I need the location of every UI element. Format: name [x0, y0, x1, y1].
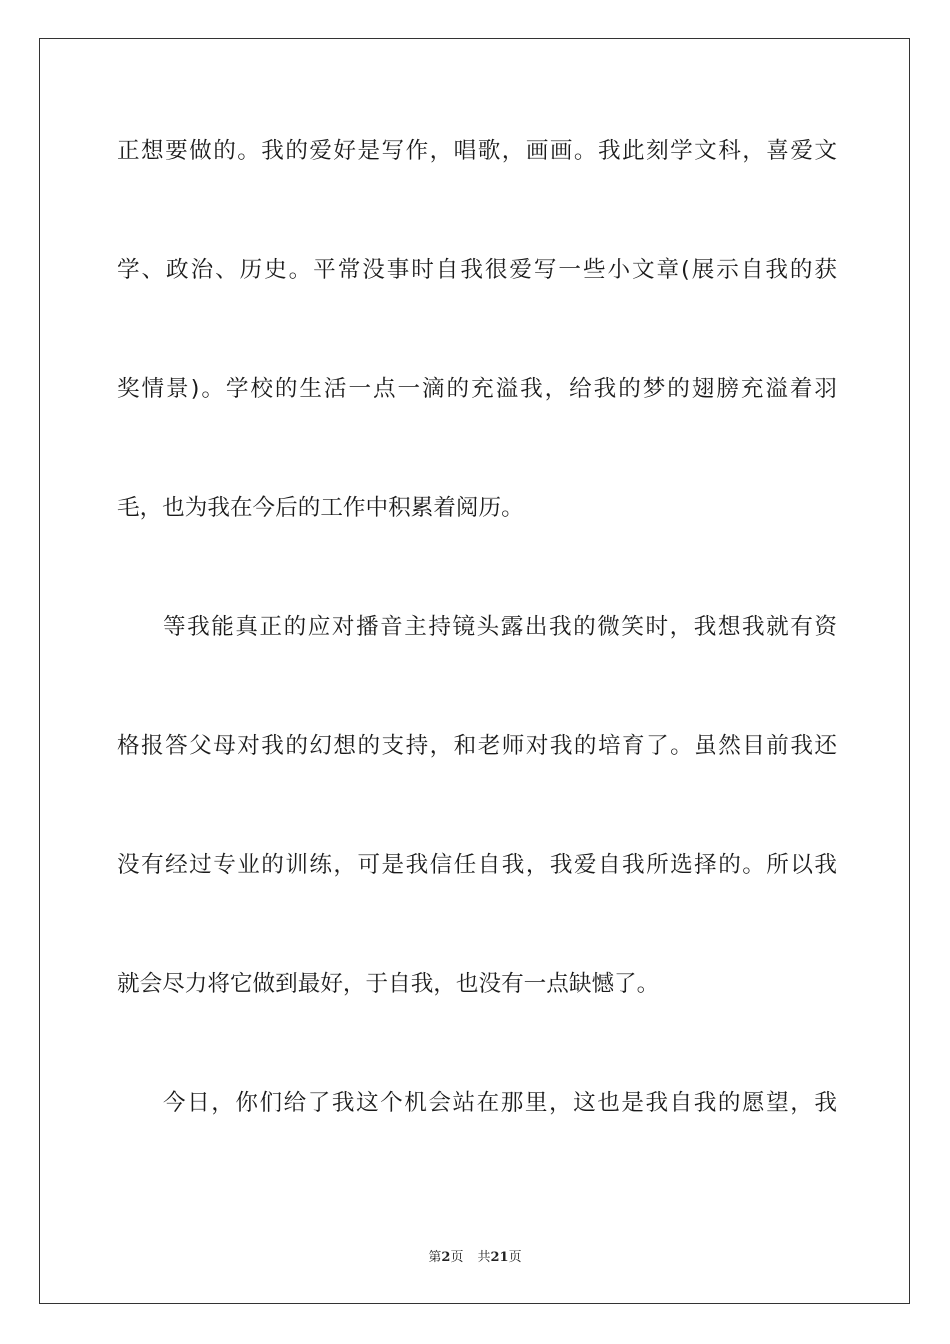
- page-footer: [0, 1246, 950, 1265]
- text-line-4: 毛，也为我在今后的工作中积累着阅历。: [117, 495, 524, 521]
- text-line-8: 就会尽力将它做到最好，于自我，也没有一点缺憾了。: [117, 971, 660, 997]
- total-suffix: 页: [508, 1250, 522, 1265]
- text-line-9: 今日，你们给了我这个机会站在那里，这也是我自我的愿望，我: [163, 1090, 837, 1116]
- text-line-2: 学、政治、历史。平常没事时自我很爱写一些小文章(展示自我的获: [117, 257, 837, 283]
- text-line-1: 正想要做的。我的爱好是写作，唱歌，画画。我此刻学文科，喜爱文: [117, 138, 837, 164]
- text-line-3: 奖情景)。学校的生活一点一滴的充溢我，给我的梦的翅膀充溢着羽: [117, 376, 837, 402]
- total-prefix: 共: [477, 1250, 491, 1265]
- text-line-7: 没有经过专业的训练，可是我信任自我，我爱自我所选择的。所以我: [117, 852, 837, 878]
- document-body: [117, 127, 837, 1127]
- page-suffix: 页: [450, 1250, 464, 1265]
- page-number: 2: [441, 1250, 451, 1265]
- total-pages: 21: [490, 1250, 509, 1265]
- text-line-6: 格报答父母对我的幻想的支持，和老师对我的培育了。虽然目前我还: [117, 733, 837, 759]
- text-line-5: 等我能真正的应对播音主持镜头露出我的微笑时，我想我就有资: [163, 614, 837, 640]
- page-prefix: 第: [428, 1250, 442, 1265]
